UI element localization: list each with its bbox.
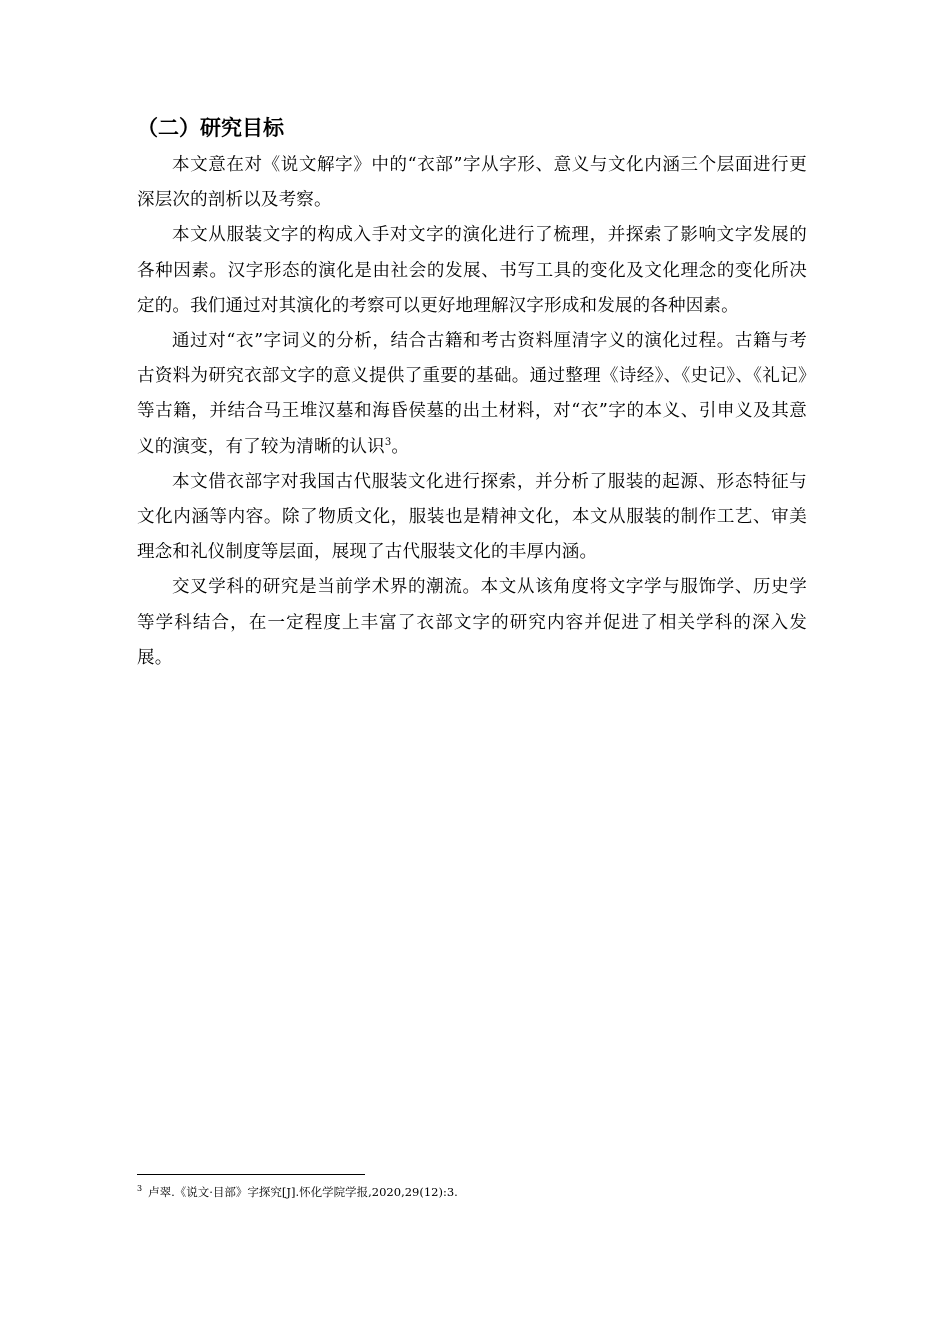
footnote xyxy=(137,1183,458,1201)
paragraph-3-end: 。 xyxy=(391,436,410,457)
footnote-reference[interactable]: 3 xyxy=(384,436,392,448)
paragraph-5: 交叉学科的研究是当前学术界的潮流。本文从该角度将文字学与服饰学、历史学等学科结合，在一定程度上丰富了衣部文字的研究内容并促进了相关学科的深入发展。 xyxy=(137,577,807,668)
paragraph-1: 本文意在对《说文解字》中的“衣部”字从字形、意义与文化内涵三个层面进行更深层次的剖析以及考察。 xyxy=(137,155,807,211)
footnote-divider xyxy=(137,1174,365,1175)
paragraph-2: 本文从服装文字的构成入手对文字的演化进行了梳理，并探索了影响文字发展的各种因素。汉字形态的演化是由社会的发展、书写工具的变化及文化理念的变化所决定的。我们通过对其演化的考察可以更好地理解汉字形成和发展的各种因素。 xyxy=(137,225,807,316)
paragraph-3-text: 通过对“衣”字词义的分析，结合古籍和考古资料厘清字义的演化过程。古籍与考古资料为研究衣部文字的意义提供了重要的基础。通过整理《诗经》、《史记》、《礼记》等古籍，并结合马王堆汉墓和海昏侯墓的出土材料，对“衣”字的本义、引申义及其意义的演变，有了较为清晰的认识 xyxy=(137,331,807,457)
section-heading: （二）研究目标 xyxy=(137,116,284,140)
body-text xyxy=(137,148,807,676)
paragraph-4: 本文借衣部字对我国古代服装文化进行探索，并分析了服装的起源、形态特征与文化内涵等内容。除了物质文化，服装也是精神文化，本文从服装的制作工艺、审美理念和礼仪制度等层面，展现了古代服装文化的丰厚内涵。 xyxy=(137,471,807,563)
paragraph-3 xyxy=(137,324,807,465)
footnote-text: 卢翠.《说文·目部》字探究[J].怀化学院学报,2020,29(12):3. xyxy=(148,1185,458,1199)
footnote-mark: 3 xyxy=(137,1184,143,1194)
